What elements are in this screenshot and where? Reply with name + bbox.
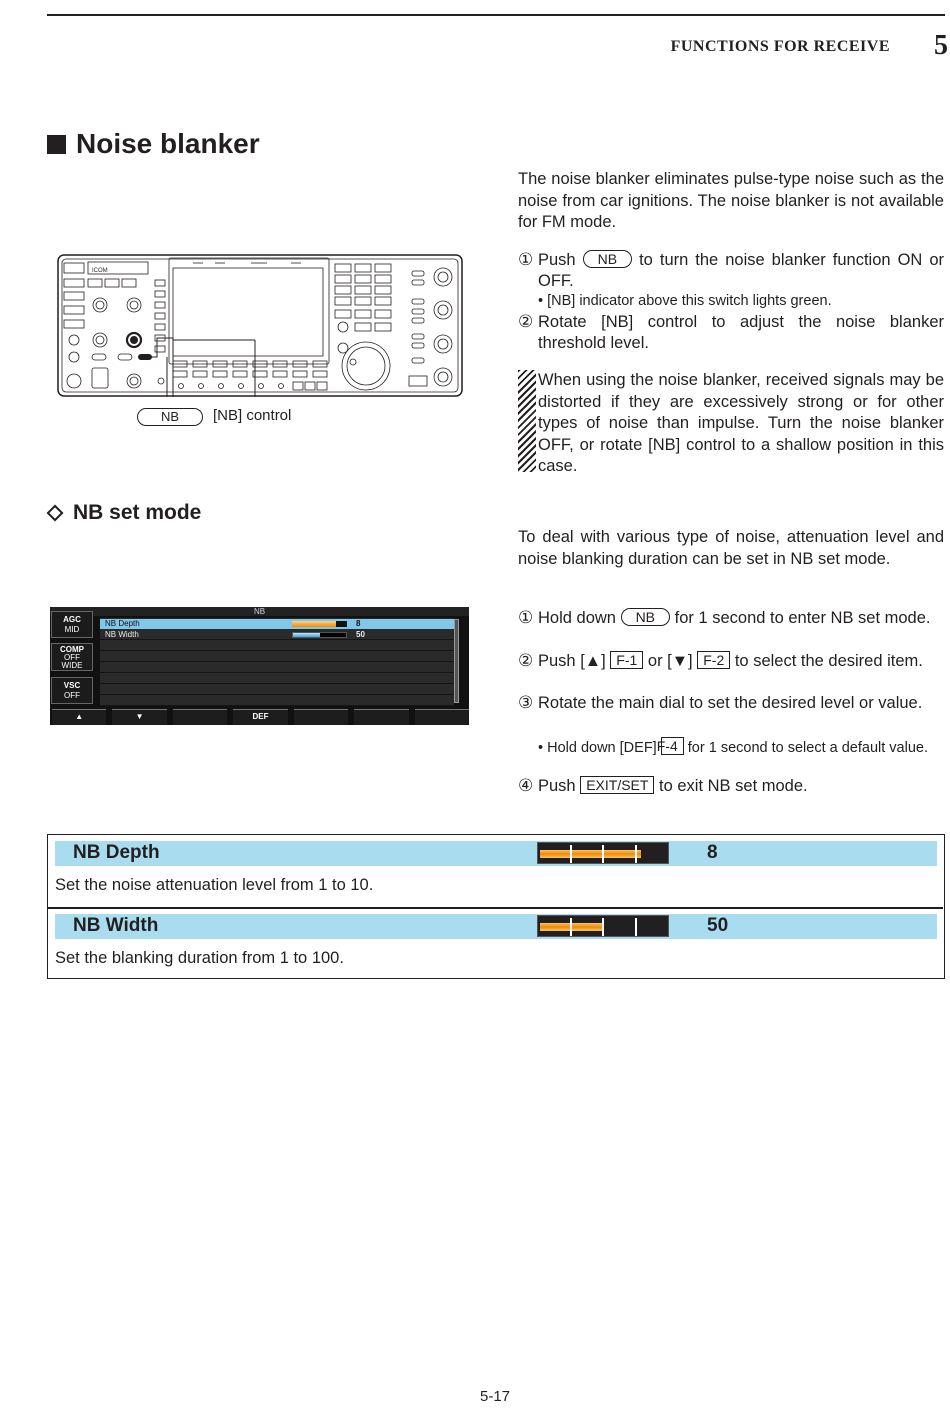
step-1-sub: • [NB] indicator above this switch lights green. bbox=[538, 293, 832, 309]
chapter-number: 5 bbox=[934, 30, 948, 61]
screen-fkey-up: ▲ bbox=[52, 709, 106, 725]
setting-description: Set the noise attenuation level from 1 to 10. bbox=[55, 876, 374, 894]
step-number: ② bbox=[518, 312, 534, 331]
screen-fkey-down: ▼ bbox=[112, 709, 166, 725]
caution-hatch-icon bbox=[518, 370, 536, 472]
table-row-head bbox=[55, 841, 937, 866]
vsc-soft-key: VSC OFF bbox=[51, 677, 93, 704]
screen-item-width-value: 50 bbox=[356, 630, 365, 639]
screen-depth-bar bbox=[292, 621, 347, 627]
f2-key: F-2 bbox=[697, 651, 730, 669]
setting-value: 8 bbox=[707, 842, 718, 863]
screen-item-depth-value: 8 bbox=[356, 619, 361, 628]
square-bullet-icon bbox=[47, 135, 66, 154]
caution-note: When using the noise blanker, received signals may be distorted if they are excessively strong or for other types of noise than impulse. Turn the noise blanker OFF, or rotate [NB] control to a shallow position in this case. bbox=[518, 370, 944, 478]
nb-key: NB bbox=[621, 608, 670, 626]
screen-fkey-def: DEF bbox=[233, 709, 287, 725]
setting-value: 50 bbox=[707, 915, 729, 936]
setting-level-bar bbox=[537, 842, 669, 864]
comp-soft-key: COMP OFF WIDE bbox=[51, 643, 93, 671]
step-1: ① Push NB to turn the noise blanker function ON or OFF. bbox=[518, 250, 945, 290]
subsection-title: NB set mode bbox=[73, 501, 202, 524]
settings-table bbox=[47, 834, 945, 979]
step-2: ② Rotate [NB] control to adjust the noise blanker threshold level. bbox=[518, 312, 944, 352]
screen-title: NB bbox=[50, 607, 469, 616]
exit-set-key: EXIT/SET bbox=[580, 776, 654, 794]
screen-scrollbar bbox=[454, 619, 459, 703]
nb-step-2: ② Push [▲] F-1 or [▼] F-2 to select the desired item. bbox=[518, 651, 923, 670]
intro2-paragraph: To deal with various type of noise, attenuation level and noise blanking duration can be set in NB set mode. bbox=[518, 528, 944, 568]
screen-fkey-7 bbox=[415, 709, 469, 725]
nb-key: NB bbox=[583, 250, 632, 268]
setting-label: NB Width bbox=[73, 915, 159, 936]
screen-fkey-6 bbox=[354, 709, 408, 725]
top-rule bbox=[47, 14, 945, 16]
f4-key: F-4 bbox=[661, 737, 684, 755]
screen-width-bar bbox=[292, 632, 347, 638]
nb-step-4: ④ Push EXIT/SET to exit NB set mode. bbox=[518, 776, 808, 795]
radio-front-panel-diagram bbox=[57, 254, 463, 397]
screen-function-keys bbox=[50, 709, 469, 725]
section-heading bbox=[47, 128, 260, 160]
nb-step-3: ③ Rotate the main dial to set the desired level or value. bbox=[518, 693, 923, 712]
nb-step-1: ① Hold down NB for 1 second to enter NB set mode. bbox=[518, 608, 931, 627]
screen-fkey-3 bbox=[173, 709, 227, 725]
f1-key: F-1 bbox=[610, 651, 643, 669]
screen-fkey-5 bbox=[294, 709, 348, 725]
nb-step-3-sub: • Hold down [DEF] F-4 for 1 second to select a default value. bbox=[538, 738, 928, 756]
screen-item-list bbox=[100, 618, 454, 706]
page-number: 5-17 bbox=[479, 1388, 511, 1405]
nb-key-callout: NB bbox=[137, 408, 203, 426]
subsection-heading bbox=[47, 501, 201, 525]
screen-selected-row bbox=[100, 619, 454, 629]
setting-label: NB Depth bbox=[73, 842, 160, 863]
step-number: ① bbox=[518, 250, 534, 269]
table-divider bbox=[48, 907, 943, 909]
section-title: Noise blanker bbox=[76, 128, 260, 159]
nb-set-mode-screen bbox=[50, 607, 469, 725]
screen-item-depth-label: NB Depth bbox=[105, 619, 140, 628]
diamond-bullet-icon bbox=[47, 505, 64, 522]
intro-paragraph: The noise blanker eliminates pulse-type noise such as the noise from car ignitions. The noise blanker is not available for FM mode. bbox=[518, 170, 944, 231]
brand-logo: ICOM bbox=[92, 268, 108, 274]
setting-description: Set the blanking duration from 1 to 100. bbox=[55, 949, 344, 967]
screen-item-width-label: NB Width bbox=[105, 630, 139, 639]
nb-control-callout: [NB] control bbox=[213, 407, 292, 424]
setting-level-bar bbox=[537, 915, 669, 937]
agc-soft-key: AGC MID bbox=[51, 611, 93, 638]
table-row-head bbox=[55, 914, 937, 939]
chapter-title: FUNCTIONS FOR RECEIVE bbox=[670, 38, 890, 55]
